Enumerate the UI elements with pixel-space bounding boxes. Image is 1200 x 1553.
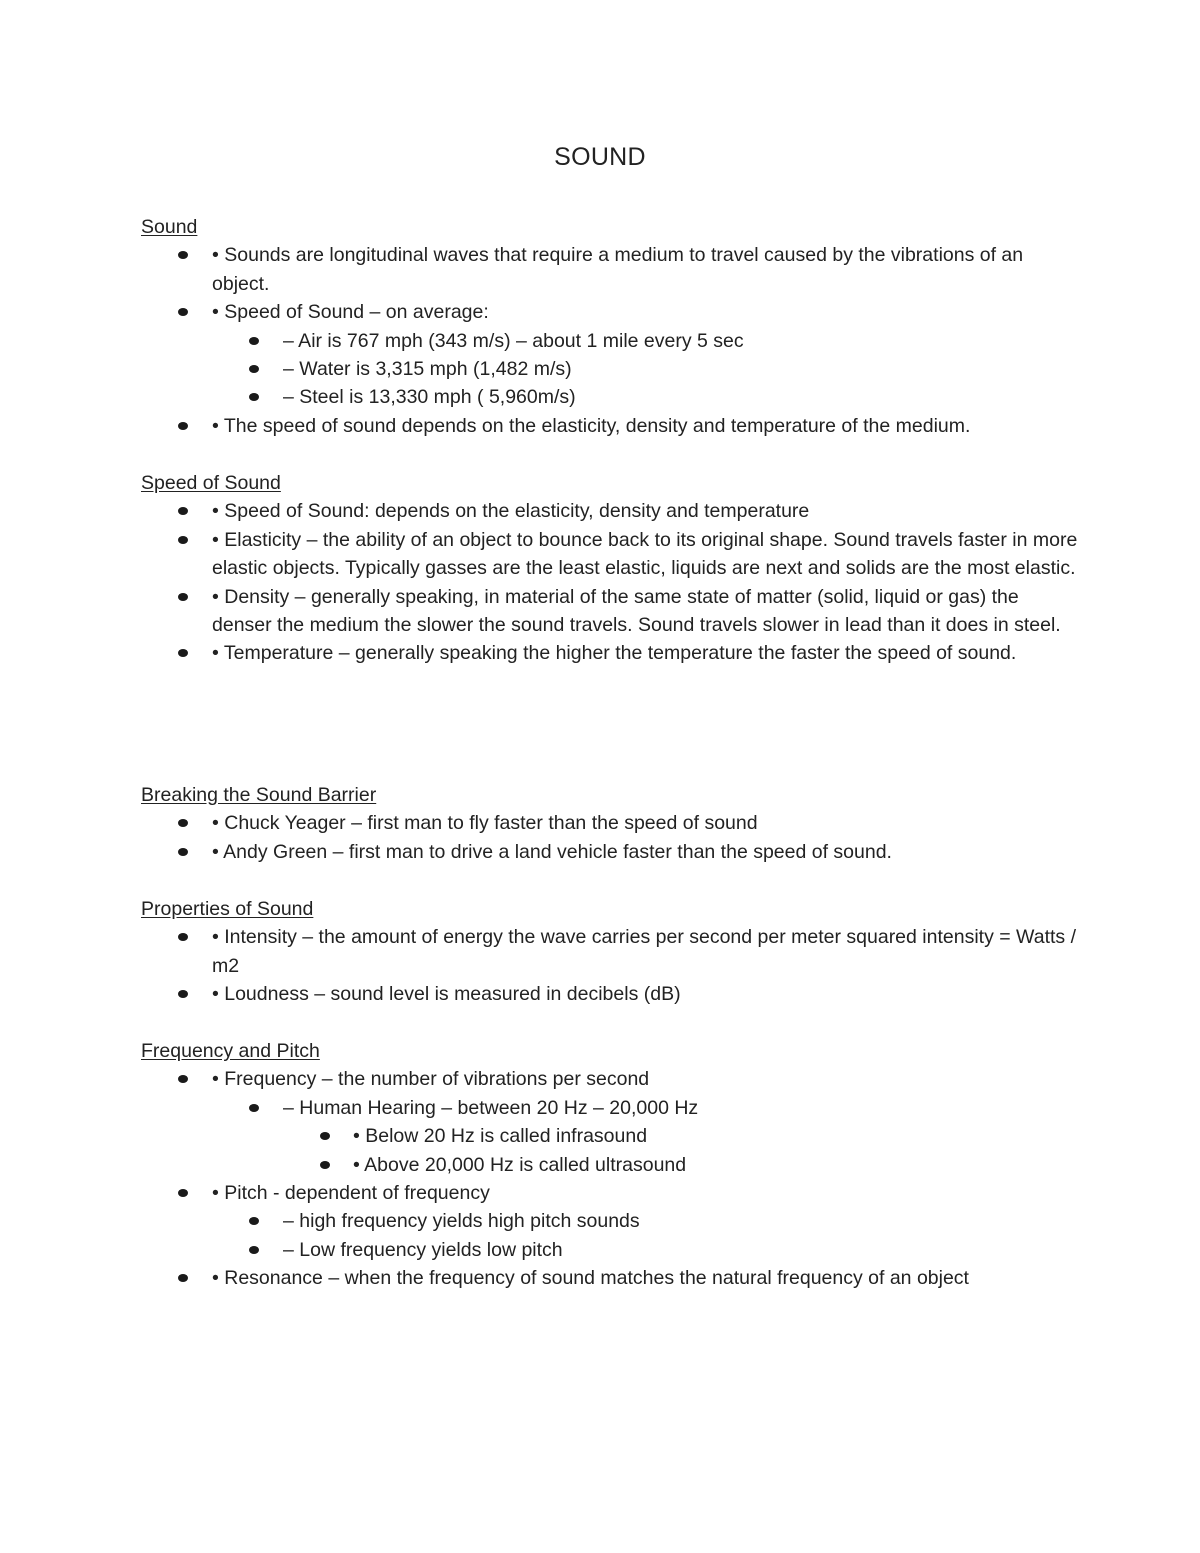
bullet-icon [178,990,188,998]
list-item-text: • Above 20,000 Hz is called ultrasound [353,1153,687,1176]
list-item [141,241,1081,298]
bullet-list [141,809,1081,866]
bullet-icon [178,933,188,941]
list-item-text: • Loudness – sound level is measured in decibels (dB) [212,983,681,1006]
section-heading: Frequency and Pitch [141,1040,320,1062]
list-item [141,1151,1081,1179]
list-item-text: – Human Hearing – between 20 Hz – 20,000 Hz [283,1096,699,1119]
list-item [141,1065,1081,1093]
list-item [141,1122,1081,1150]
section-speed-of-sound [141,469,1081,668]
list-item [141,526,1081,583]
bullet-icon [178,422,188,430]
bullet-icon [178,1189,188,1197]
bullet-icon [178,819,188,827]
list-item-text: – Air is 767 mph (343 m/s) – about 1 mile every 5 sec [283,329,744,352]
section-sound [141,213,1081,440]
list-item-text: • Temperature – generally speaking the higher the temperature the faster the speed of sound. [212,642,1017,665]
list-item [141,1179,1081,1207]
bullet-icon [320,1161,330,1169]
list-item-text: – Steel is 13,330 mph ( 5,960m/s) [283,386,576,409]
list-item [141,497,1081,525]
page-title: SOUND [554,143,646,171]
list-item-text: • Pitch - dependent of frequency [212,1182,490,1205]
bullet-icon [178,649,188,657]
section-heading: Sound [141,216,198,238]
list-item-text: • Speed of Sound – on average: [212,301,489,324]
bullet-icon [178,308,188,316]
bullet-list [141,497,1081,667]
bullet-icon [178,507,188,515]
bullet-icon [249,337,259,345]
bullet-icon [178,1075,188,1083]
bullet-icon [320,1132,330,1140]
section-heading: Speed of Sound [141,472,281,494]
list-item-text: • Andy Green – first man to drive a land vehicle faster than the speed of sound. [212,840,892,863]
list-item [141,1236,1081,1264]
list-item-text: • The speed of sound depends on the elasticity, density and temperature of the medium. [212,414,971,437]
list-item [141,1264,1081,1292]
list-item [141,923,1081,980]
list-item-text: • Sounds are longitudinal waves that require a medium to travel caused by the vibrations of an object. [212,244,1024,295]
section-frequency-and-pitch [141,1037,1081,1293]
bullet-list [141,241,1081,440]
bullet-icon [249,365,259,373]
list-item [141,355,1081,383]
list-item [141,383,1081,411]
section-breaking-sound-barrier [141,781,1081,866]
list-item [141,1207,1081,1235]
list-item-text: • Below 20 Hz is called infrasound [353,1125,648,1148]
list-item-text: • Resonance – when the frequency of sound matches the natural frequency of an object [212,1267,969,1290]
bullet-icon [249,1217,259,1225]
list-item-text: • Speed of Sound: depends on the elasticity, density and temperature [212,500,810,523]
bullet-list [141,1065,1081,1292]
bullet-icon [249,393,259,401]
list-item-text: • Intensity – the amount of energy the wave carries per second per meter squared intensity = Watts / m2 [212,926,1076,977]
list-item-text: • Chuck Yeager – first man to fly faster than the speed of sound [212,812,758,835]
list-item [141,583,1081,640]
list-item [141,412,1081,440]
bullet-icon [249,1246,259,1254]
list-item-text: – high frequency yields high pitch sounds [283,1210,640,1233]
list-item-text: • Density – generally speaking, in material of the same state of matter (solid, liquid or gas) the denser the medium the slower the sound travels. Sound travels slower in lead than it does in steel. [212,585,1061,637]
bullet-icon [178,593,188,601]
list-item [141,327,1081,355]
bullet-icon [178,251,188,259]
bullet-icon [178,848,188,856]
list-item-text: – Water is 3,315 mph (1,482 m/s) [283,358,572,381]
list-item [141,639,1081,667]
bullet-icon [178,1274,188,1282]
list-item-text: – Low frequency yields low pitch [283,1238,563,1261]
section-heading: Breaking the Sound Barrier [141,784,377,806]
list-item [141,980,1081,1008]
list-item-text: • Frequency – the number of vibrations per second [212,1068,650,1091]
list-item-text: • Elasticity – the ability of an object to bounce back to its original shape. Sound travels faster in more elastic objects. Typically gasses are the least elastic, liquids are next and solids are the most elastic. [212,528,1078,580]
bullet-icon [178,536,188,544]
section-heading: Properties of Sound [141,898,314,920]
list-item [141,298,1081,326]
bullet-icon [249,1104,259,1112]
section-properties-of-sound [141,895,1081,1009]
list-item [141,809,1081,837]
bullet-list [141,923,1081,1008]
list-item [141,838,1081,866]
list-item [141,1094,1081,1122]
